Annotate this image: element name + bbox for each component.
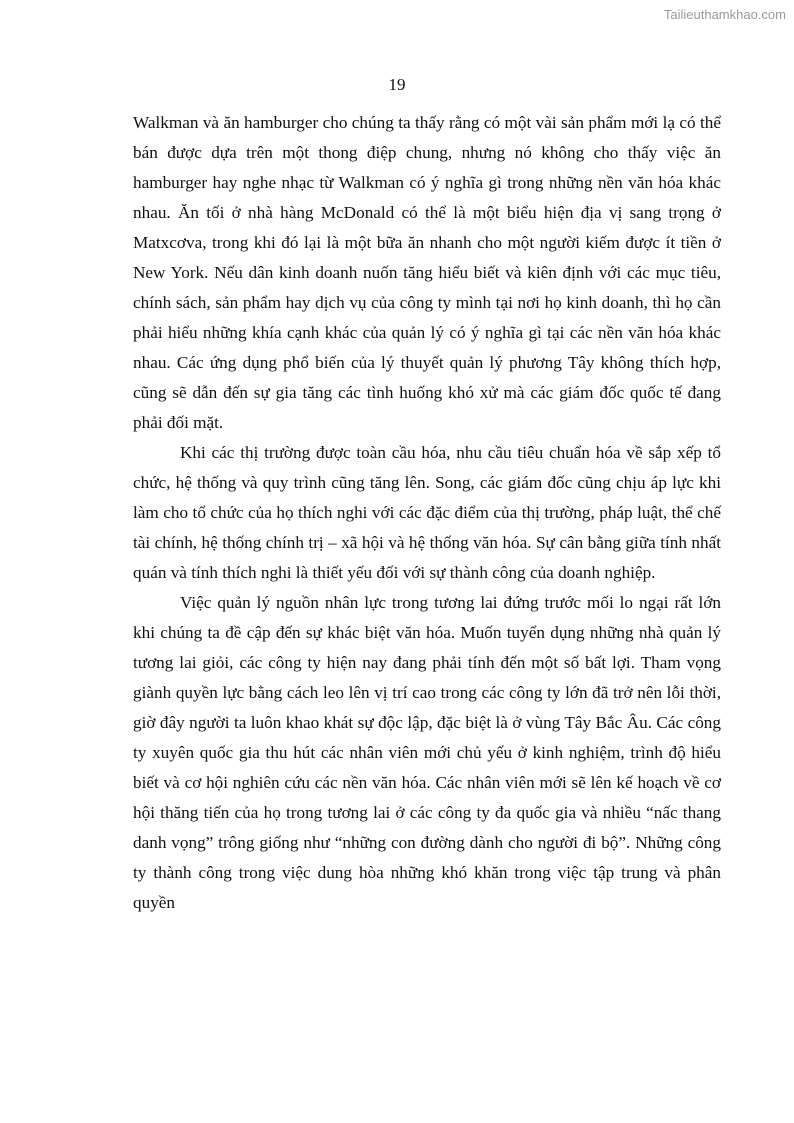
page-number: 19 [388,75,406,94]
paragraph-2: Khi các thị trường được toàn cầu hóa, nhu cầu tiêu chuẩn hóa về sắp xếp tổ chức, hệ thống và quy trình cũng tăng lên. Song, các giám đốc cũng chịu áp lực khi làm cho tổ chức của họ thích nghi với các đặc điểm của thị trường, pháp luật, thể chế tài chính, hệ thống chính trị – xã hội và hệ thống văn hóa. Sự cân bằng giữa tính nhất quán và tính thích nghi là thiết yếu đối với sự thành công của doanh nghiệp. [133,443,721,582]
watermark-text: Tailieuthamkhao.com [663,7,786,22]
paragraph-3: Việc quản lý nguồn nhân lực trong tương lai đứng trước mối lo ngại rất lớn khi chúng ta đề cập đến sự khác biệt văn hóa. Muốn tuyển dụng những nhà quản lý tương lai giỏi, các công ty hiện nay đang phải tính đến một số bất lợi. Tham vọng giành quyền lực bằng cách leo lên vị trí cao trong các công ty lớn đã trở nên lỗi thời, giờ đây người ta luôn khao khát sự độc lập, đặc biệt là ở vùng Tây Bắc Âu. Các công ty xuyên quốc gia thu hút các nhân viên mới chủ yếu ở kinh nghiệm, trình độ hiểu biết và cơ hội nghiên cứu các nền văn hóa. Các nhân viên mới sẽ lên kế hoạch về cơ hội thăng tiến của họ trong tương lai ở các công ty đa quốc gia và nhiều “nấc thang danh vọng” trông giống như “những con đường dành cho người đi bộ”. Những công ty thành công trong việc dung hòa những khó khăn trong việc tập trung và phân quyền [133,593,721,912]
document-body [133,108,721,918]
paragraph-1: Walkman và ăn hamburger cho chúng ta thấy rằng có một vài sản phẩm mới lạ có thể bán được dựa trên một thong điệp chung, nhưng nó không cho thấy việc ăn hamburger hay nghe nhạc từ Walkman có ý nghĩa gì trong những nền văn hóa khác nhau. Ăn tối ở nhà hàng McDonald có thể là một biểu hiện địa vị sang trọng ở Matxcơva, trong khi đó lại là một bữa ăn nhanh cho một người kiếm được ít tiền ở New York. Nếu dân kinh doanh nuốn tăng hiểu biết và kiên định với các mục tiêu, chính sách, sản phẩm hay dịch vụ của công ty mình tại nơi họ kinh doanh, thì họ cần phải hiểu những khía cạnh khác của quản lý có ý nghĩa gì tại các nền văn hóa khác nhau. Các ứng dụng phổ biến của lý thuyết quản lý phương Tây không thích hợp, cũng sẽ dẫn đến sự gia tăng các tình huống khó xử mà các giám đốc quốc tế đang phải đối mặt. [133,113,721,432]
